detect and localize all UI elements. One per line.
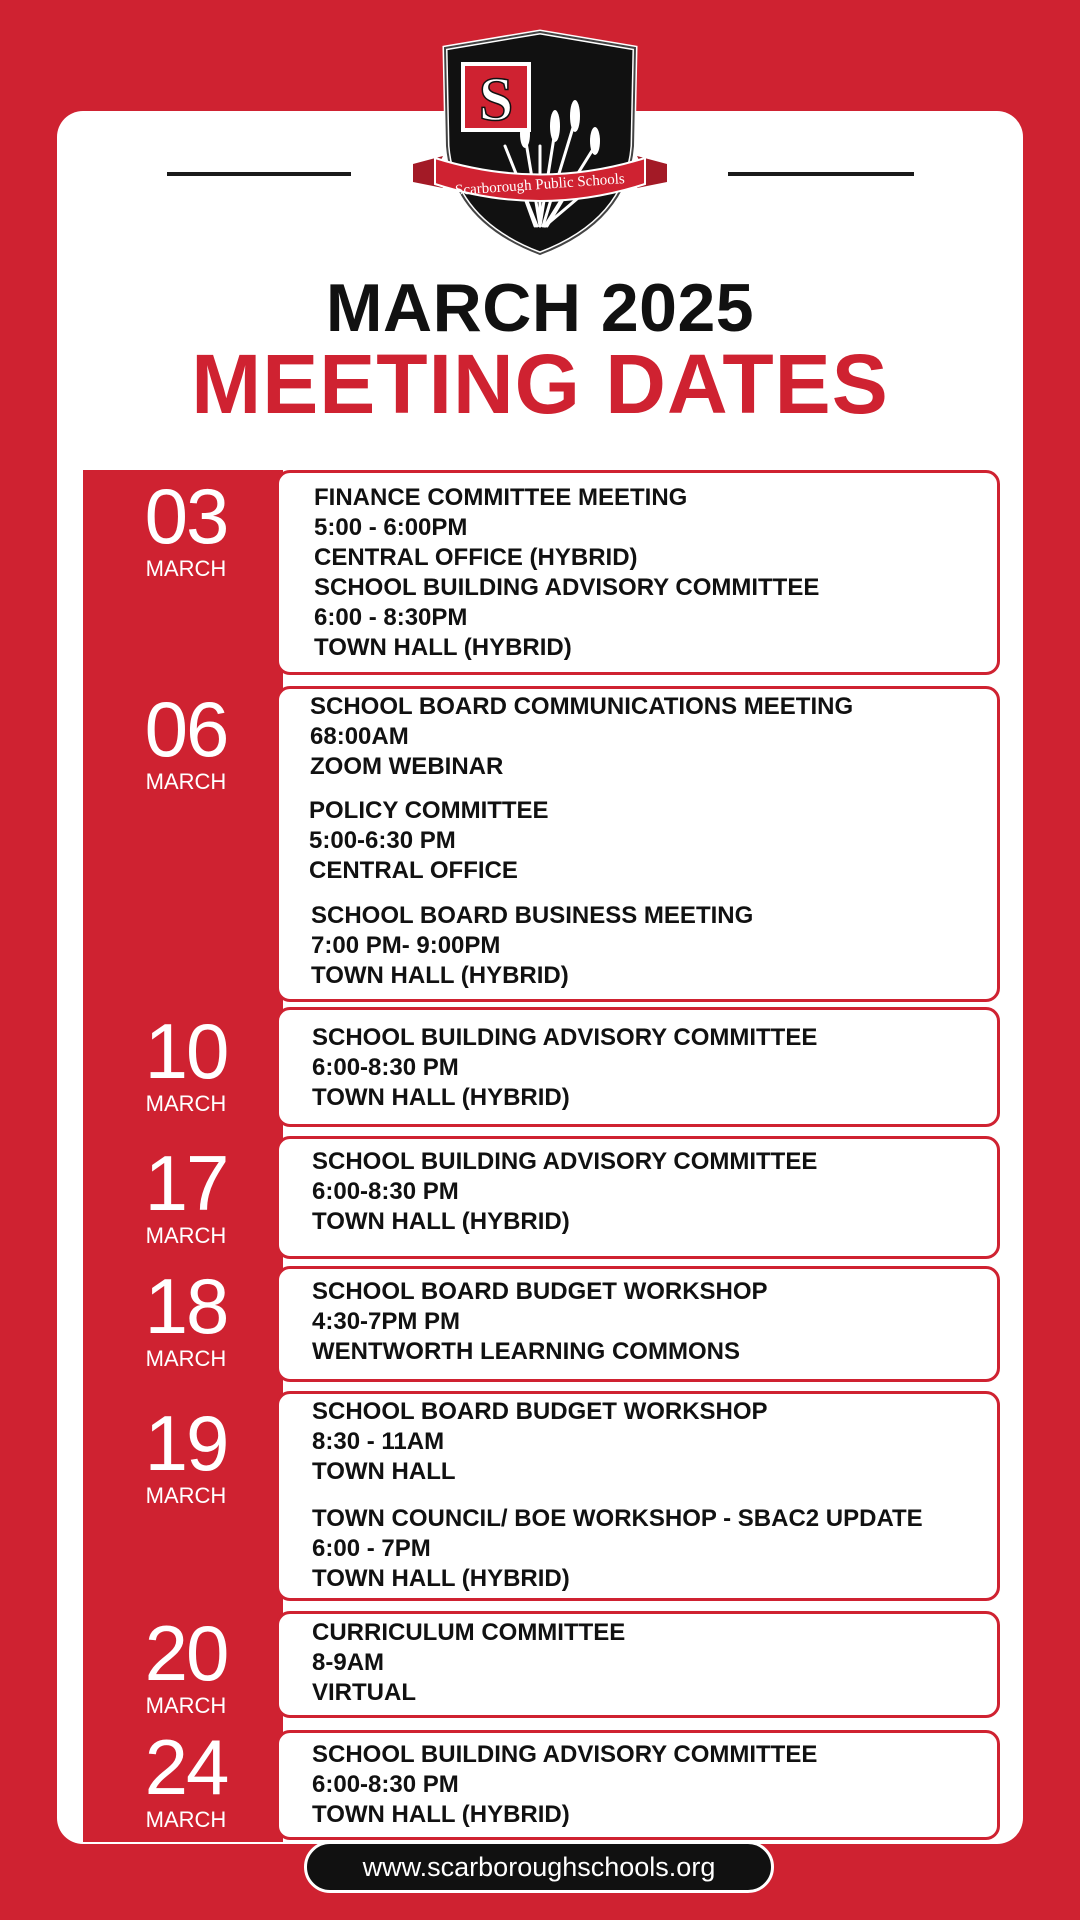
meeting-name: FINANCE COMMITTEE MEETING — [314, 484, 688, 511]
meeting-time: 6:00 - 8:30PM — [314, 604, 468, 631]
page-subtitle: MEETING DATES — [191, 337, 889, 431]
date-badge — [83, 472, 289, 581]
meeting-location: CENTRAL OFFICE (HYBRID) — [314, 544, 638, 571]
date-badge — [83, 1723, 289, 1832]
meeting-time: 5:00 - 6:00PM — [314, 514, 468, 541]
meeting-location: WENTWORTH LEARNING COMMONS — [312, 1338, 740, 1365]
meeting-name: SCHOOL BUILDING ADVISORY COMMITTEE — [312, 1148, 818, 1175]
meeting-name: SCHOOL BUILDING ADVISORY COMMITTEE — [314, 574, 820, 601]
meeting-time: 5:00-6:30 PM — [309, 827, 456, 854]
meeting-name: SCHOOL BOARD COMMUNICATIONS MEETING — [310, 693, 854, 720]
date-day: 06 — [144, 685, 228, 773]
meeting-time: 68:00AM — [310, 723, 409, 750]
meeting-location: TOWN HALL — [312, 1458, 456, 1485]
meeting-location: TOWN HALL (HYBRID) — [311, 962, 569, 989]
logo-letter: S — [478, 66, 514, 134]
meeting-time: 4:30-7PM PM — [312, 1308, 461, 1335]
meeting-location: VIRTUAL — [312, 1679, 416, 1706]
meeting-name: TOWN COUNCIL/ BOE WORKSHOP - SBAC2 UPDATE — [312, 1505, 923, 1532]
date-month: MARCH — [145, 1346, 227, 1371]
date-day: 19 — [144, 1399, 228, 1487]
page-title: MARCH 2025 — [325, 270, 755, 346]
meeting-name: POLICY COMMITTEE — [309, 797, 549, 824]
date-day: 20 — [144, 1609, 228, 1697]
meeting-time: 8:30 - 11AM — [312, 1428, 445, 1455]
meeting-time: 8-9AM — [312, 1649, 385, 1676]
logo-banner-text: Scarborough Public Schools — [454, 171, 626, 199]
meeting-location: TOWN HALL (HYBRID) — [312, 1084, 570, 1111]
meeting-location: TOWN HALL (HYBRID) — [312, 1801, 570, 1828]
date-day: 17 — [144, 1139, 228, 1227]
date-badge — [83, 1399, 289, 1508]
date-badge — [83, 1609, 289, 1718]
meeting-name: SCHOOL BOARD BUSINESS MEETING — [311, 902, 754, 929]
website-link[interactable]: www.scarboroughschools.org — [304, 1841, 774, 1893]
date-badge — [83, 685, 289, 794]
meeting-location: CENTRAL OFFICE — [309, 857, 518, 884]
meeting-location: TOWN HALL (HYBRID) — [312, 1208, 570, 1235]
meeting-name: SCHOOL BOARD BUDGET WORKSHOP — [312, 1398, 768, 1425]
header-rule-left — [167, 172, 351, 176]
meeting-time: 6:00-8:30 PM — [312, 1178, 459, 1205]
meeting-location: TOWN HALL (HYBRID) — [312, 1565, 570, 1592]
date-month: MARCH — [145, 769, 227, 794]
meeting-time: 6:00-8:30 PM — [312, 1054, 459, 1081]
meeting-time: 7:00 PM- 9:00PM — [311, 932, 501, 959]
date-month: MARCH — [145, 1693, 227, 1718]
meeting-name: CURRICULUM COMMITTEE — [312, 1619, 626, 1646]
date-month: MARCH — [145, 556, 227, 581]
date-badge — [83, 1007, 289, 1116]
school-crest-icon — [405, 26, 675, 261]
date-month: MARCH — [145, 1807, 227, 1832]
meeting-location: ZOOM WEBINAR — [310, 753, 504, 780]
meeting-name: SCHOOL BUILDING ADVISORY COMMITTEE — [312, 1741, 818, 1768]
date-day: 03 — [144, 472, 228, 560]
date-month: MARCH — [145, 1091, 227, 1116]
date-month: MARCH — [145, 1483, 227, 1508]
meeting-location: TOWN HALL (HYBRID) — [314, 634, 572, 661]
meeting-time: 6:00 - 7PM — [312, 1535, 431, 1562]
date-day: 24 — [144, 1723, 228, 1811]
date-day: 18 — [144, 1262, 228, 1350]
header-rule-right — [728, 172, 914, 176]
meeting-name: SCHOOL BUILDING ADVISORY COMMITTEE — [312, 1024, 818, 1051]
date-day: 10 — [144, 1007, 228, 1095]
meeting-time: 6:00-8:30 PM — [312, 1771, 459, 1798]
date-badge — [83, 1139, 289, 1248]
meeting-name: SCHOOL BOARD BUDGET WORKSHOP — [312, 1278, 768, 1305]
date-badge — [83, 1262, 289, 1371]
date-month: MARCH — [145, 1223, 227, 1248]
